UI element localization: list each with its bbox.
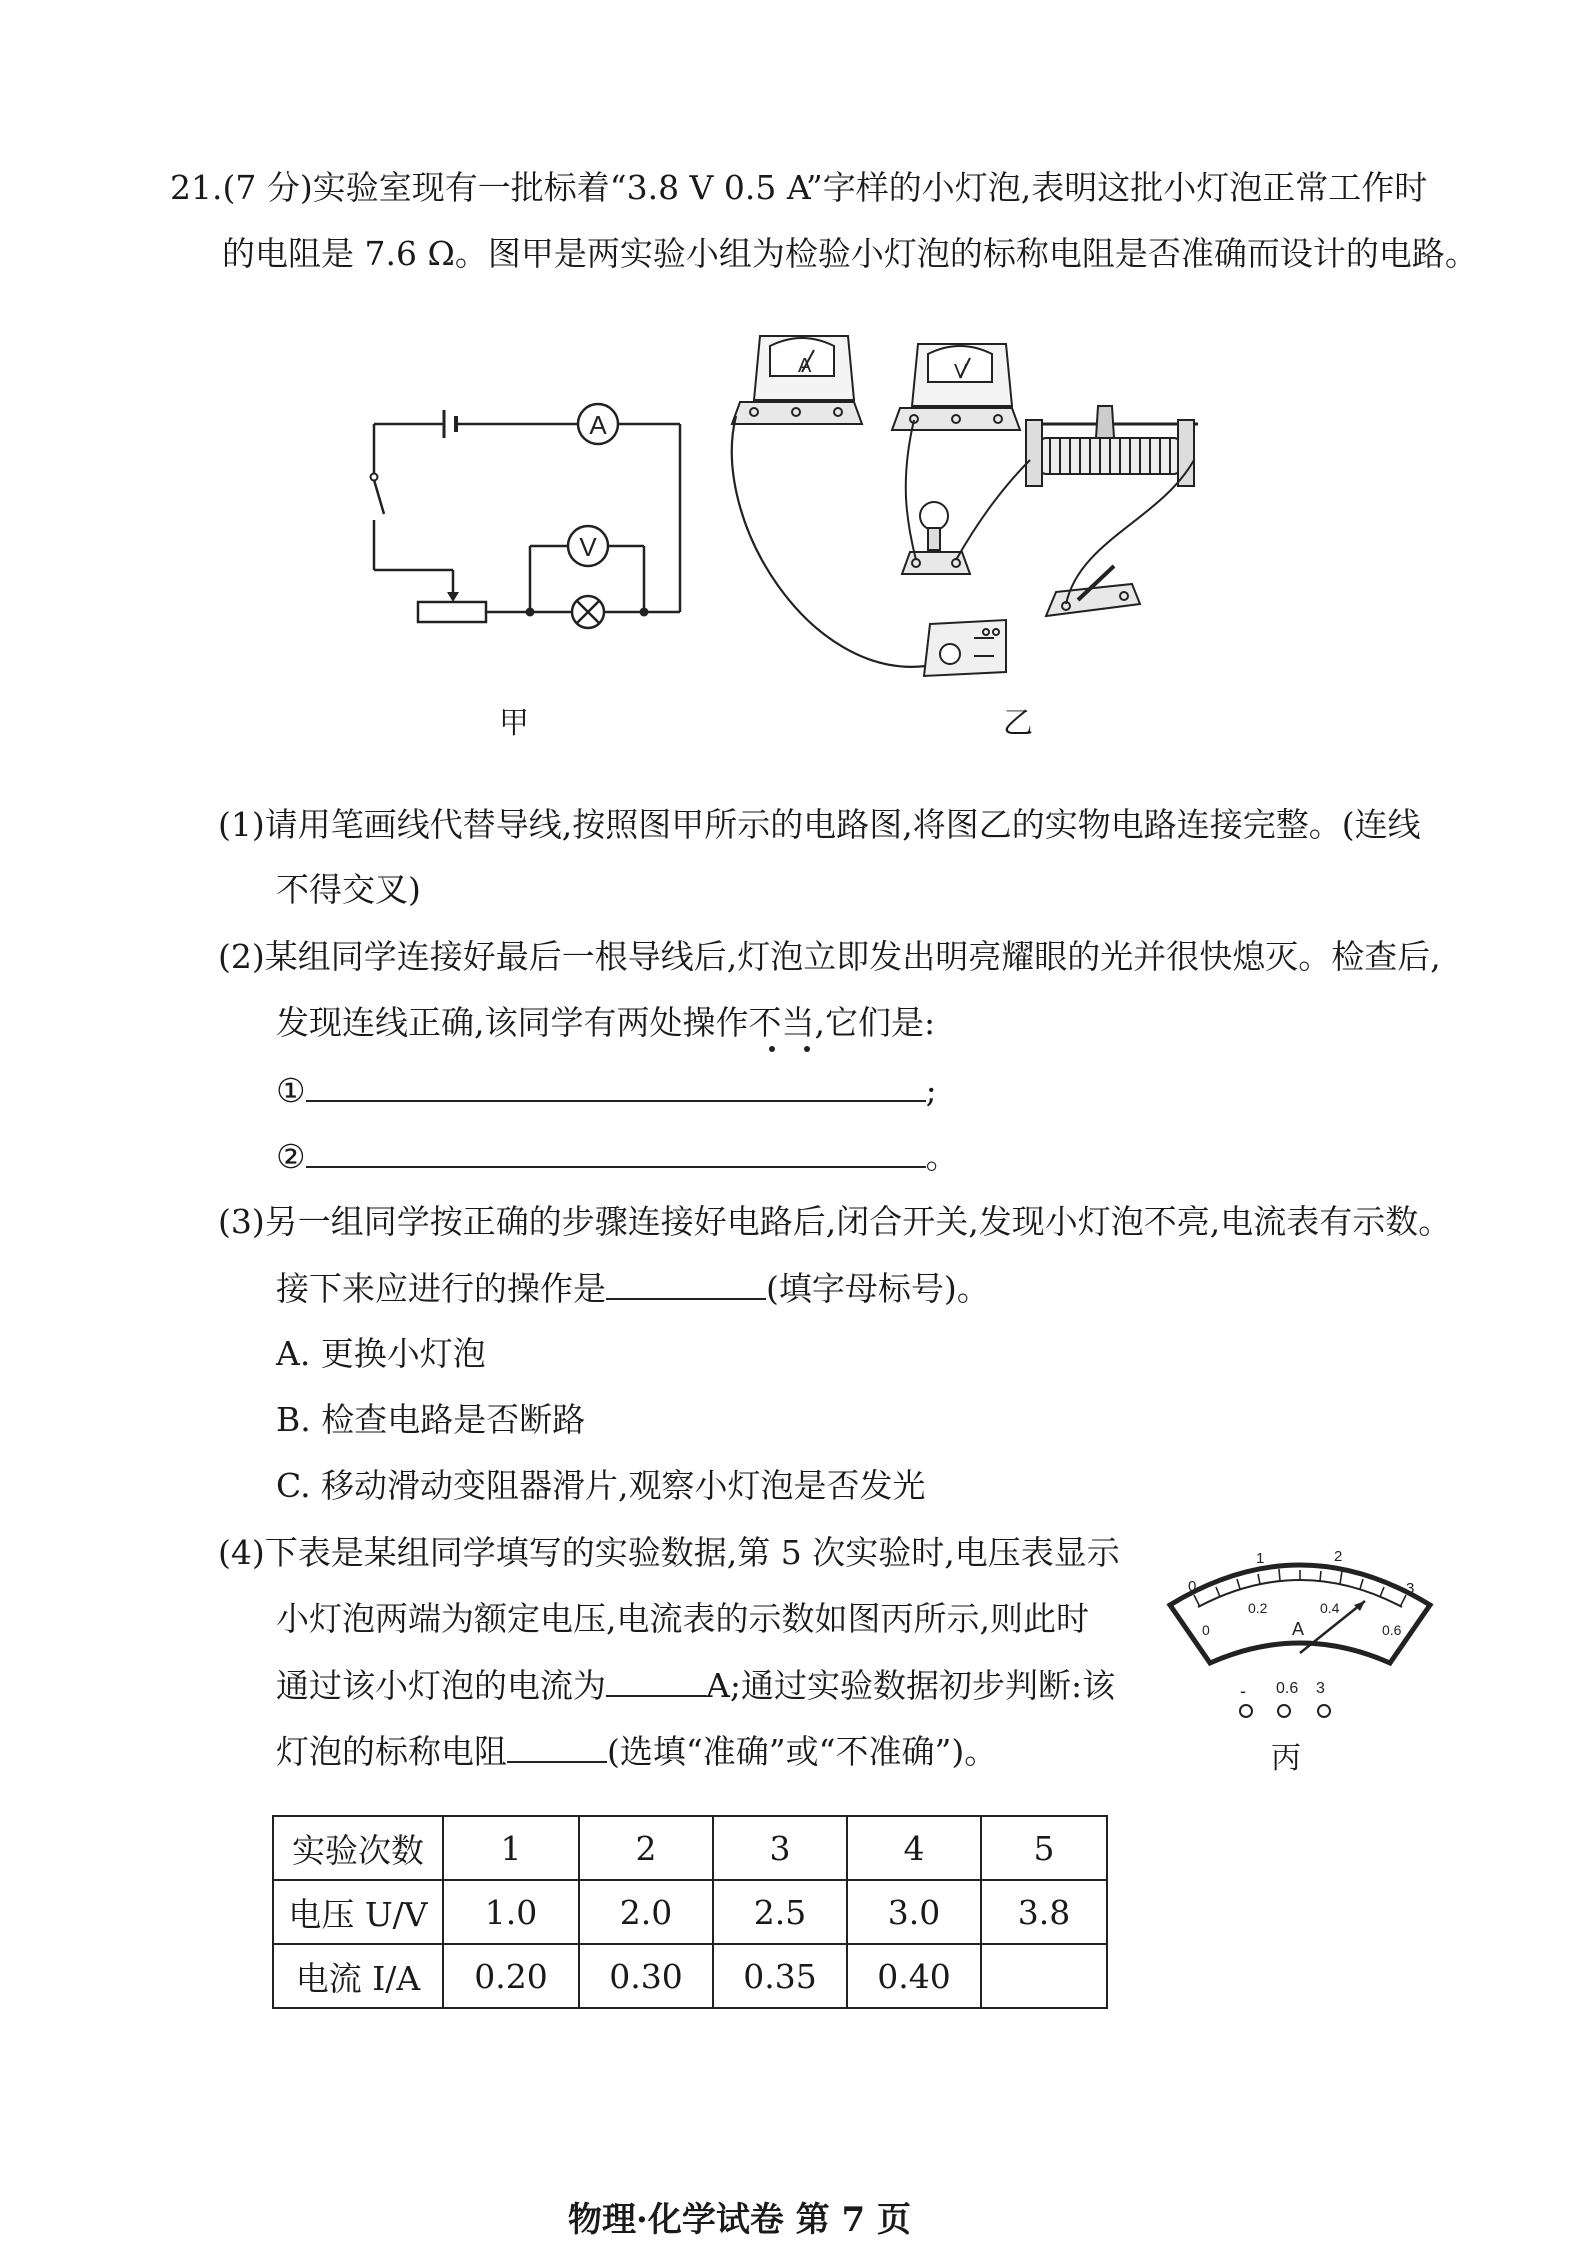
terminal-06: 0.6: [1276, 1680, 1299, 1697]
table-cell: 0.20: [443, 1944, 579, 2008]
part3-line-2: [276, 1268, 990, 1309]
data-table: [272, 1815, 1108, 2009]
figure-label-bing: 丙: [1271, 1741, 1301, 1776]
terminal-minus: -: [1240, 1681, 1246, 1701]
table-row: [273, 1944, 1107, 2008]
answer-blank-4[interactable]: [606, 1665, 706, 1697]
table-cell: 2: [579, 1816, 713, 1880]
switch-device: [1046, 566, 1140, 616]
voltmeter-symbol: V: [579, 532, 597, 562]
dial-bottom-06: 0.6: [1382, 1622, 1402, 1638]
table-cell: 5: [981, 1816, 1107, 1880]
answer-blank-5[interactable]: [507, 1731, 607, 1763]
part4-line-4-tail: (选填“准确”或“不准确”)。: [607, 1732, 998, 1771]
part2-line-1: (2)某组同学连接好最后一根导线后,灯泡立即发出明亮耀眼的光并很快熄灭。检查后,: [218, 937, 1441, 976]
table-cell: 3.8: [981, 1880, 1107, 1944]
part4-line-3-text: 通过该小灯泡的电流为: [276, 1666, 606, 1705]
part3-line-2-text: 接下来应进行的操作是: [276, 1269, 606, 1308]
dial-bottom-02: 0.2: [1248, 1600, 1268, 1616]
dial-top-3: 3: [1406, 1580, 1415, 1597]
table-cell: 0.35: [713, 1944, 847, 2008]
answer-blank-1[interactable]: [306, 1070, 926, 1102]
part1-line-1: (1)请用笔画线代替导线,按照图甲所示的电路图,将图乙的实物电路连接完整。(连线: [218, 805, 1421, 844]
part1-line-2: 不得交叉): [276, 870, 421, 909]
terminal-3: 3: [1316, 1680, 1325, 1697]
dial-top-0: 0: [1188, 1578, 1197, 1595]
lamp-device: [902, 502, 970, 574]
table-cell-answer[interactable]: [981, 1944, 1107, 2008]
part2-item-2: [276, 1136, 959, 1177]
answer-blank-3[interactable]: [606, 1268, 766, 1300]
option-a: A. 更换小灯泡: [276, 1334, 486, 1373]
ammeter-device: [732, 336, 862, 424]
dial-top-1: 1: [1256, 1550, 1265, 1567]
voltmeter-device: [892, 344, 1020, 430]
part4-line-3: [276, 1665, 1115, 1706]
table-cell: 1.0: [443, 1880, 579, 1944]
answer-blank-2[interactable]: [306, 1136, 926, 1168]
part4-line-4-text: 灯泡的标称电阻: [276, 1732, 507, 1771]
question-line-2: 的电阻是 7.6 Ω。图甲是两实验小组为检验小灯泡的标称电阻是否准确而设计的电路。: [222, 234, 1478, 273]
dial-unit: A: [1292, 1619, 1305, 1639]
part2-item-1: [276, 1070, 937, 1111]
dial-bottom-04: 0.4: [1320, 1600, 1340, 1616]
item2-end: 。: [925, 1137, 959, 1176]
figure-label-jia: 甲: [499, 706, 529, 741]
ammeter-device-symbol: A: [798, 355, 812, 377]
table-cell: 2.0: [579, 1880, 713, 1944]
part2-line-2: 发现连线正确,该同学有两处操作不当,它们是:: [276, 1003, 936, 1042]
ammeter-dial-bing: [1160, 1535, 1440, 1725]
page-footer: 物理·化学试卷 第 7 页: [568, 2200, 912, 2240]
dial-top-2: 2: [1334, 1548, 1343, 1565]
table-cell: 0.30: [579, 1944, 713, 2008]
row-header-trial: 实验次数: [273, 1816, 443, 1880]
item1-end: ;: [925, 1071, 937, 1110]
table-row: [273, 1816, 1107, 1880]
table-row: [273, 1880, 1107, 1944]
table-cell: 2.5: [713, 1880, 847, 1944]
part4-line-2: 小灯泡两端为额定电压,电流表的示数如图丙所示,则此时: [276, 1599, 1089, 1638]
emphasis-dot: [804, 1046, 810, 1052]
rheostat-device: [1026, 406, 1198, 486]
part4-line-3-tail: A;通过实验数据初步判断:该: [706, 1666, 1116, 1705]
part3-line-1: (3)另一组同学按正确的步骤连接好电路后,闭合开关,发现小灯泡不亮,电流表有示数。: [218, 1202, 1452, 1241]
table-cell: 3: [713, 1816, 847, 1880]
item1-mark: ①: [276, 1071, 306, 1110]
dial-bottom-0: 0: [1202, 1622, 1210, 1638]
item2-mark: ②: [276, 1137, 306, 1176]
figure-label-yi: 乙: [1003, 706, 1033, 741]
table-cell: 0.40: [847, 1944, 981, 2008]
circuit-diagram-jia: [360, 390, 700, 630]
physical-circuit-yi: [730, 320, 1290, 710]
emphasis-dot: [769, 1046, 775, 1052]
voltmeter-device-symbol: V: [954, 361, 968, 383]
part4-line-4: [276, 1731, 997, 1772]
option-b: B. 检查电路是否断路: [276, 1400, 586, 1439]
row-header-voltage: 电压 U/V: [273, 1880, 443, 1944]
table-cell: 4: [847, 1816, 981, 1880]
question-line-1: 21.(7 分)实验室现有一批标着“3.8 V 0.5 A”字样的小灯泡,表明这批小灯泡正常工作时: [170, 168, 1428, 207]
part4-line-1: (4)下表是某组同学填写的实验数据,第 5 次实验时,电压表显示: [218, 1533, 1120, 1572]
row-header-current: 电流 I/A: [273, 1944, 443, 2008]
part3-line-2-tail: (填字母标号)。: [766, 1269, 990, 1308]
table-cell: 3.0: [847, 1880, 981, 1944]
power-supply-device: [924, 620, 1006, 676]
ammeter-symbol: A: [589, 410, 607, 440]
table-cell: 1: [443, 1816, 579, 1880]
option-c: C. 移动滑动变阻器滑片,观察小灯泡是否发光: [276, 1466, 926, 1505]
